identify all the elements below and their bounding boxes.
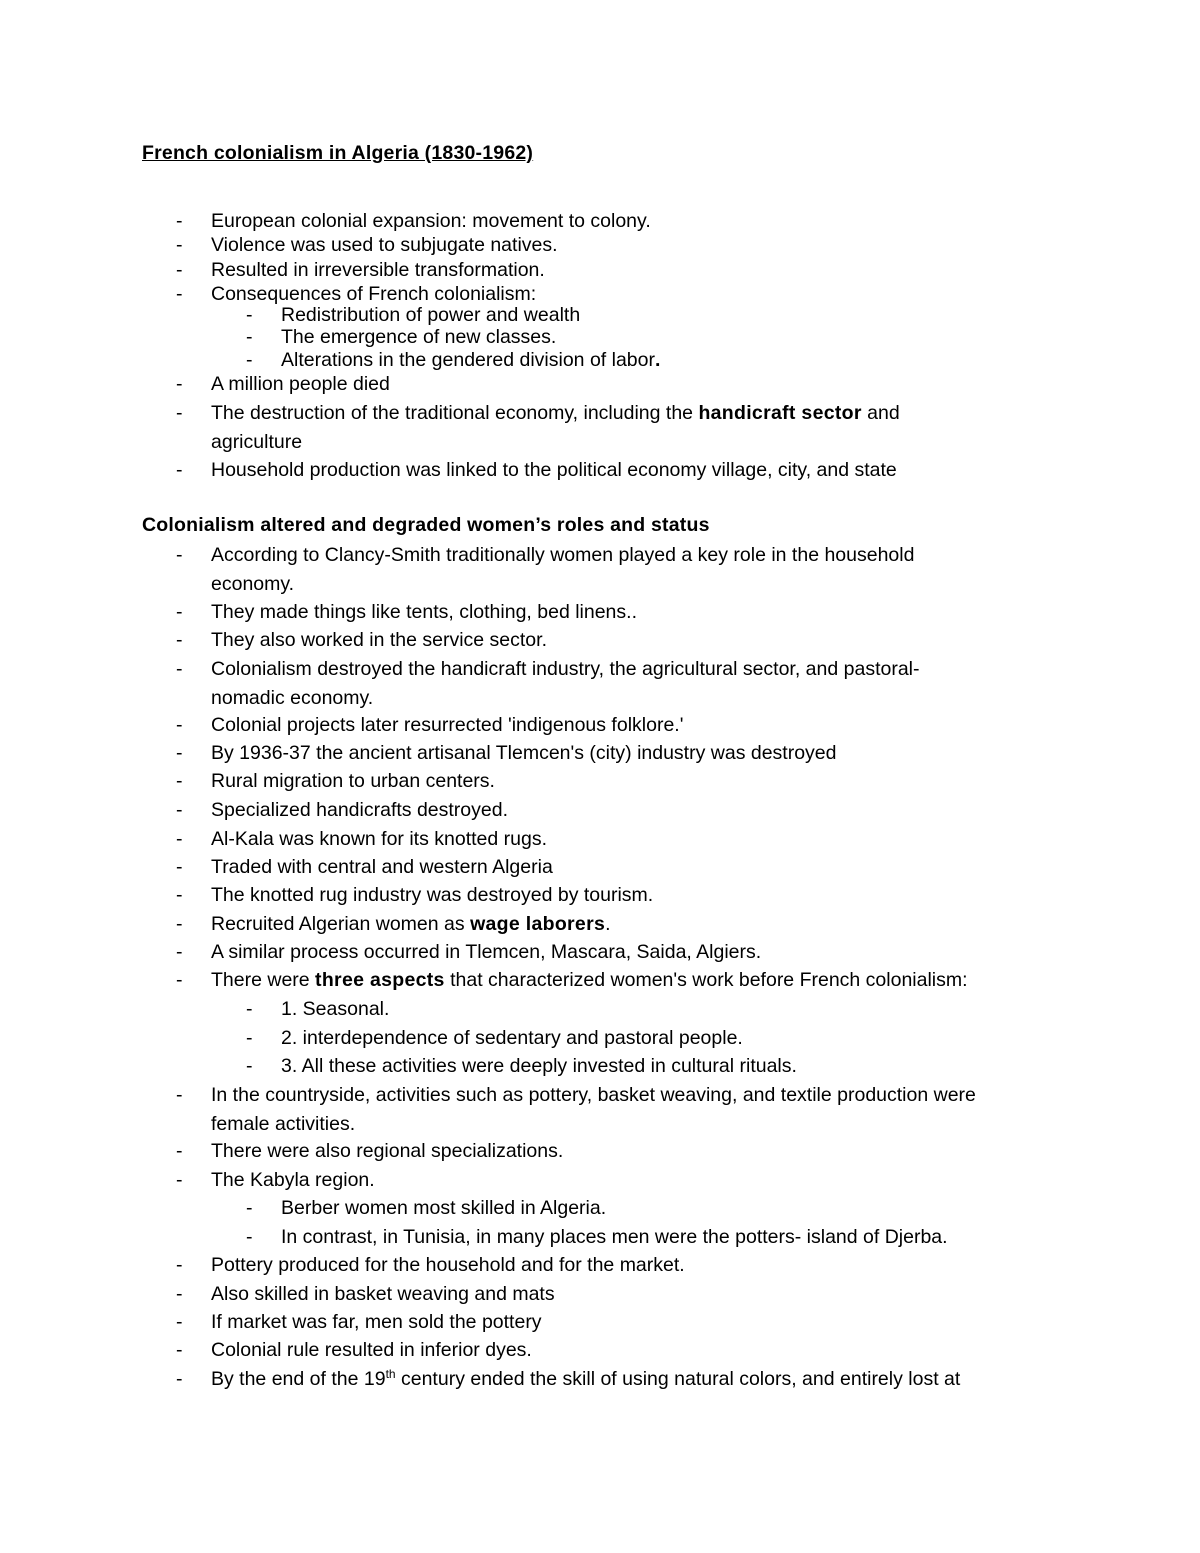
bullet-dash: -: [246, 1027, 253, 1049]
bullet-dash: -: [176, 1140, 183, 1162]
bullet-dash: -: [176, 1368, 183, 1390]
list-item-text: Alterations in the gendered division of labor.: [281, 349, 661, 371]
list-item-text: The destruction of the traditional economy, including the handicraft sector and agriculture: [211, 402, 900, 453]
bullet-dash: -: [246, 349, 253, 371]
list-item-text: 3. All these activities were deeply invested in cultural rituals.: [281, 1055, 797, 1077]
list-item-text: Rural migration to urban centers.: [211, 770, 495, 792]
list-item-text: According to Clancy-Smith traditionally women played a key role in the household economy.: [211, 544, 915, 595]
list-item-text: European colonial expansion: movement to colony.: [211, 210, 651, 232]
document-title: French colonialism in Algeria (1830-1962): [142, 142, 534, 164]
bullet-dash: -: [176, 1169, 183, 1191]
list-item-text: Resulted in irreversible transformation.: [211, 259, 545, 281]
list-item-text: 1. Seasonal.: [281, 998, 390, 1020]
bullet-dash: -: [176, 1084, 183, 1106]
bullet-dash: -: [176, 210, 183, 232]
bullet-dash: -: [176, 402, 183, 424]
bullet-dash: -: [176, 629, 183, 651]
list-item-text: By the end of the 19th century ended the skill of using natural colors, and entirely lost at: [211, 1367, 961, 1390]
list-item-text: Traded with central and western Algeria: [211, 856, 553, 878]
bullet-dash: -: [176, 770, 183, 792]
bullet-dash: -: [176, 459, 183, 481]
bullet-dash: -: [176, 601, 183, 623]
bullet-dash: -: [176, 1339, 183, 1361]
list-item-text: Colonial rule resulted in inferior dyes.: [211, 1339, 532, 1361]
list-item-text: The emergence of new classes.: [281, 326, 557, 348]
list-item-text: They also worked in the service sector.: [211, 629, 547, 651]
list-item-text: Recruited Algerian women as wage laborers.: [211, 913, 611, 935]
list-item-text: Pottery produced for the household and for the market.: [211, 1254, 685, 1276]
bold-term: three aspects: [315, 969, 445, 991]
bullet-dash: -: [176, 799, 183, 821]
superscript: th: [385, 1367, 396, 1381]
list-item-text: There were three aspects that characterized women's work before French colonialism:: [211, 969, 968, 991]
bullet-dash: -: [176, 913, 183, 935]
list-item-text: In contrast, in Tunisia, in many places men were the potters- island of Djerba.: [281, 1226, 948, 1248]
list-item-text: Household production was linked to the political economy village, city, and state: [211, 459, 897, 481]
list-item-text: Colonial projects later resurrected 'indigenous folklore.': [211, 714, 684, 736]
bullet-dash: -: [246, 326, 253, 348]
list-item-text: They made things like tents, clothing, bed linens..: [211, 601, 637, 623]
bold-term: handicraft sector: [698, 402, 862, 424]
bullet-dash: -: [176, 373, 183, 395]
list-item-text: The knotted rug industry was destroyed by tourism.: [211, 884, 654, 906]
section-heading: Colonialism altered and degraded women’s roles and status: [142, 514, 710, 536]
list-item-text: Also skilled in basket weaving and mats: [211, 1283, 555, 1305]
list-item-text: A million people died: [211, 373, 390, 395]
list-item-text: In the countryside, activities such as pottery, basket weaving, and textile production were female activities.: [211, 1084, 976, 1135]
bullet-dash: -: [176, 969, 183, 991]
bullet-dash: -: [176, 1254, 183, 1276]
list-item-text: Berber women most skilled in Algeria.: [281, 1197, 607, 1219]
list-item-text: Violence was used to subjugate natives.: [211, 234, 558, 256]
bullet-dash: -: [176, 884, 183, 906]
bullet-dash: -: [176, 714, 183, 736]
bullet-dash: -: [176, 259, 183, 281]
bullet-dash: -: [246, 1197, 253, 1219]
bullet-dash: -: [176, 941, 183, 963]
list-item-text: There were also regional specializations.: [211, 1140, 564, 1162]
bullet-dash: -: [176, 544, 183, 566]
bullet-dash: -: [246, 1055, 253, 1077]
list-item-text: By 1936-37 the ancient artisanal Tlemcen's (city) industry was destroyed: [211, 742, 837, 764]
bullet-dash: -: [246, 304, 253, 326]
list-item-text: Redistribution of power and wealth: [281, 304, 581, 326]
list-item-text: Al-Kala was known for its knotted rugs.: [211, 828, 547, 850]
list-item-text: Colonialism destroyed the handicraft industry, the agricultural sector, and pastoral- nomadic economy.: [211, 658, 920, 709]
bullet-dash: -: [176, 856, 183, 878]
bullet-dash: -: [176, 1283, 183, 1305]
bullet-dash: -: [176, 658, 183, 680]
bold-term: wage laborers: [470, 913, 606, 935]
bullet-dash: -: [176, 283, 183, 305]
list-item-text: If market was far, men sold the pottery: [211, 1311, 542, 1333]
bullet-dash: -: [176, 828, 183, 850]
bullet-dash: -: [176, 234, 183, 256]
bullet-dash: -: [246, 1226, 253, 1248]
list-item-text: The Kabyla region.: [211, 1169, 375, 1191]
bullet-dash: -: [176, 1311, 183, 1333]
list-item-text: Specialized handicrafts destroyed.: [211, 799, 509, 821]
bullet-dash: -: [246, 998, 253, 1020]
list-item-text: 2. interdependence of sedentary and pastoral people.: [281, 1027, 743, 1049]
list-item-text: Consequences of French colonialism:: [211, 283, 537, 305]
bullet-dash: -: [176, 742, 183, 764]
list-item-text: A similar process occurred in Tlemcen, Mascara, Saida, Algiers.: [211, 941, 762, 963]
